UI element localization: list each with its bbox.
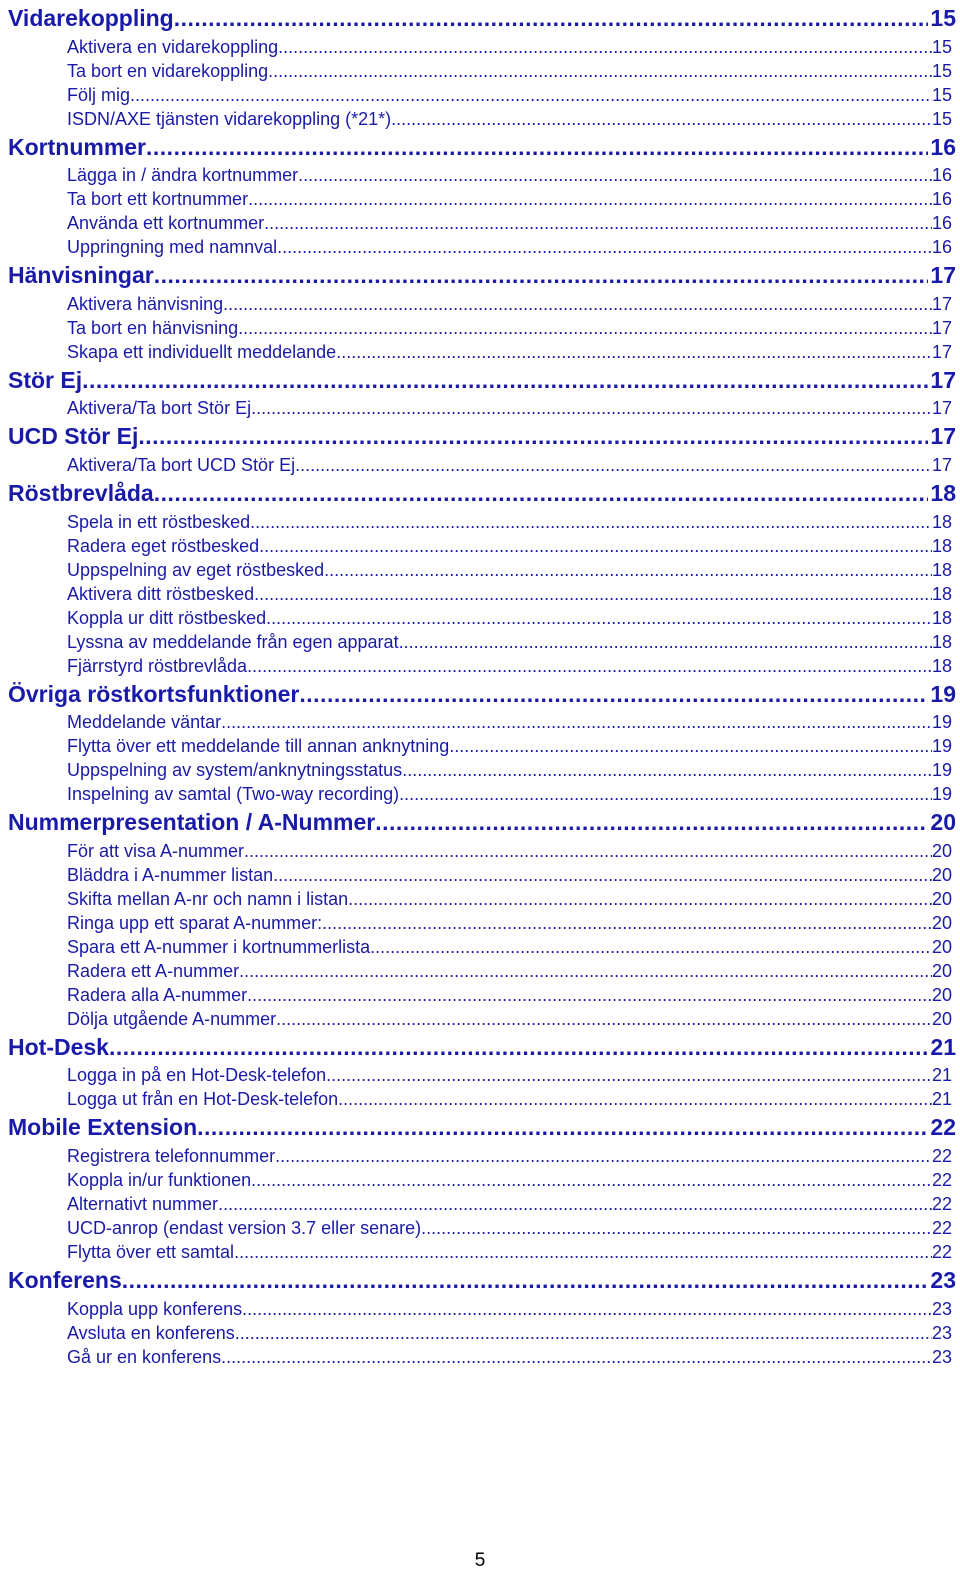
toc-entry-title: Flytta över ett samtal: [67, 1241, 235, 1262]
toc-entry-page: 16: [932, 189, 953, 210]
toc-entry-title: Aktivera hänvisning: [67, 293, 224, 314]
dot-leader: [276, 1007, 932, 1031]
toc-entry-title: Röstbrevlåda: [8, 479, 154, 506]
toc-entry-page: 15: [932, 36, 953, 57]
toc-heading-nummerpresentation-a-nummer[interactable]: [8, 806, 956, 839]
toc-entry-title: Ta bort ett kortnummer: [67, 189, 249, 210]
dot-leader: [218, 1192, 932, 1216]
toc-entry-page: 21: [930, 1033, 956, 1060]
toc-entry-page: 23: [932, 1298, 953, 1319]
toc-entry-page: 20: [932, 912, 953, 933]
toc-item-lagga-in-andra-kortnummer[interactable]: [8, 163, 956, 187]
toc-entry-page: 17: [930, 366, 956, 393]
toc-entry-title: Spela in ett röstbesked: [67, 511, 251, 532]
dot-leader: [197, 1111, 928, 1144]
toc-entry-page: 19: [932, 736, 953, 757]
toc-item-anvanda-ett-kortnummer[interactable]: [8, 211, 956, 235]
toc-entry-title: Ta bort en hänvisning: [67, 317, 239, 338]
toc-item-radera-ett-a-nummer[interactable]: [8, 959, 956, 983]
dot-leader: [247, 654, 932, 678]
toc-entry-title: Aktivera/Ta bort Stör Ej: [67, 398, 252, 419]
toc-item-flytta-over-ett-samtal[interactable]: [8, 1240, 956, 1264]
dot-leader: [273, 863, 932, 887]
toc-entry-title: Stör Ej: [8, 366, 83, 393]
toc-entry-title: Radera eget röstbesked: [67, 535, 260, 556]
toc-entry-title: Lyssna av meddelande från egen apparat: [67, 631, 399, 652]
toc-entry-page: 18: [932, 655, 953, 676]
toc-item-uppringning-med-namnval[interactable]: [8, 235, 956, 259]
dot-leader: [251, 396, 932, 420]
dot-leader: [399, 630, 932, 654]
toc-entry-title: Bläddra i A-nummer listan: [67, 864, 274, 885]
toc-entry-page: 23: [930, 1266, 956, 1293]
dot-leader: [109, 1031, 928, 1064]
dot-leader: [244, 839, 932, 863]
toc-item-aktivera-ta-bort-ucd-stor-ej[interactable]: [8, 453, 956, 477]
dot-leader: [248, 187, 932, 211]
toc-entry-title: Logga ut från en Hot-Desk-telefon: [67, 1089, 339, 1110]
dot-leader: [154, 259, 928, 292]
toc-heading-hot-desk[interactable]: [8, 1031, 956, 1064]
toc-entry-title: Nummerpresentation / A-Nummer: [8, 809, 376, 836]
toc-entry-page: 20: [932, 840, 953, 861]
toc-entry-page: 21: [932, 1065, 953, 1086]
dot-leader: [399, 782, 932, 806]
toc-entry-page: 18: [932, 631, 953, 652]
dot-leader: [174, 2, 928, 35]
toc-entry-title: UCD-anrop (endast version 3.7 eller senare): [67, 1217, 422, 1238]
toc-entry-page: 15: [932, 108, 953, 129]
toc-entry-title: Använda ett kortnummer: [67, 213, 265, 234]
toc-entry-page: 16: [932, 213, 953, 234]
toc-item-uppspelning-av-eget-rostbesked[interactable]: [8, 558, 956, 582]
toc-item-ta-bort-ett-kortnummer[interactable]: [8, 187, 956, 211]
toc-entry-title: Fjärrstyrd röstbrevlåda: [67, 655, 248, 676]
toc-entry-title: Koppla upp konferens: [67, 1298, 243, 1319]
toc-entry-page: 17: [930, 423, 956, 450]
toc-entry-title: Ta bort en vidarekoppling: [67, 60, 269, 81]
toc-entry-page: 15: [930, 5, 956, 31]
dot-leader: [338, 1087, 932, 1111]
toc-entry-title: Skifta mellan A-nr och namn i listan: [67, 888, 349, 909]
toc-item-lyssna-av-meddelande-fran-egen-apparat[interactable]: [8, 630, 956, 654]
toc-entry-title: Vidarekoppling: [8, 5, 174, 31]
toc-entry-title: Kortnummer: [8, 133, 147, 160]
toc-entry-page: 22: [930, 1114, 956, 1141]
dot-leader: [348, 887, 932, 911]
toc-item-logga-in-pa-en-hot-desk-telefon[interactable]: [8, 1063, 956, 1087]
toc-item-dolja-utgaende-a-nummer[interactable]: [8, 1007, 956, 1031]
dot-leader: [264, 211, 932, 235]
dot-leader: [324, 558, 932, 582]
toc-entry-page: 20: [932, 960, 953, 981]
dot-leader: [326, 1063, 932, 1087]
toc-entry-title: Dölja utgående A-nummer: [67, 1008, 277, 1029]
toc-entry-page: 16: [932, 165, 953, 186]
toc-item-ta-bort-en-vidarekoppling[interactable]: [8, 59, 956, 83]
dot-leader: [322, 911, 932, 935]
toc-entry-title: Koppla ur ditt röstbesked: [67, 607, 267, 628]
toc-entry-page: 22: [932, 1169, 953, 1190]
dot-leader: [247, 983, 932, 1007]
toc-entry-page: 18: [932, 535, 953, 556]
toc-entry-title: Flytta över ett meddelande till annan anknytning: [67, 736, 450, 757]
toc-item-fjarrstyrd-rostbrevlada[interactable]: [8, 654, 956, 678]
dot-leader: [146, 131, 928, 164]
toc-entry-title: Gå ur en konferens: [67, 1346, 222, 1367]
toc-heading-konferens[interactable]: [8, 1264, 956, 1297]
dot-leader: [266, 606, 932, 630]
dot-leader: [402, 758, 932, 782]
toc-entry-page: 20: [932, 936, 953, 957]
dot-leader: [122, 1264, 928, 1297]
dot-leader: [277, 235, 932, 259]
toc-entry-title: UCD Stör Ej: [8, 423, 139, 450]
toc-entry-page: 22: [932, 1193, 953, 1214]
dot-leader: [250, 510, 932, 534]
dot-leader: [275, 1144, 932, 1168]
toc-entry-page: 18: [932, 607, 953, 628]
toc-entry-title: Avsluta en konferens: [67, 1322, 235, 1343]
toc-entry-title: Registrera telefonnummer: [67, 1145, 276, 1166]
toc-item-ta-bort-en-hanvisning[interactable]: [8, 316, 956, 340]
toc-entry-page: 17: [932, 398, 953, 419]
dot-leader: [421, 1216, 932, 1240]
dot-leader: [370, 935, 932, 959]
dot-leader: [391, 107, 932, 131]
toc-entry-page: 17: [932, 454, 953, 475]
toc-item-bladdra-i-a-nummer-listan[interactable]: [8, 863, 956, 887]
toc-entry-page: 22: [932, 1217, 953, 1238]
toc-heading-ucd-stor-ej[interactable]: [8, 420, 956, 453]
toc-entry-title: ISDN/AXE tjänsten vidarekoppling (*21*): [67, 108, 392, 129]
toc-item-koppla-upp-konferens[interactable]: [8, 1297, 956, 1321]
toc-item-radera-alla-a-nummer[interactable]: [8, 983, 956, 1007]
toc-item-radera-eget-rostbesked[interactable]: [8, 534, 956, 558]
toc-entry-page: 22: [932, 1241, 953, 1262]
toc-entry-page: 18: [932, 511, 953, 532]
toc-item-avsluta-en-konferens[interactable]: [8, 1321, 956, 1345]
dot-leader: [235, 1321, 932, 1345]
toc-heading-rostbrevlada[interactable]: [8, 477, 956, 510]
toc-item-aktivera-ditt-rostbesked[interactable]: [8, 582, 956, 606]
dot-leader: [138, 420, 928, 453]
toc-item-koppla-in-ur-funktionen[interactable]: [8, 1168, 956, 1192]
toc-item-alternativt-nummer[interactable]: [8, 1192, 956, 1216]
toc-entry-page: 19: [930, 680, 956, 707]
toc-entry-page: 19: [932, 712, 953, 733]
dot-leader: [234, 1240, 932, 1264]
toc-entry-title: Aktivera/Ta bort UCD Stör Ej: [67, 454, 296, 475]
toc-item-spara-ett-a-nummer-i-kortnummerlista[interactable]: [8, 935, 956, 959]
toc-entry-title: Spara ett A-nummer i kortnummerlista: [67, 936, 371, 957]
dot-leader: [298, 163, 932, 187]
dot-leader: [251, 1168, 932, 1192]
toc-item-registrera-telefonnummer[interactable]: [8, 1144, 956, 1168]
toc-entry-title: För att visa A-nummer: [67, 840, 245, 861]
toc-item-ucd-anrop-endast-version-3-7-eller-senare[interactable]: [8, 1216, 956, 1240]
toc-entry-title: Inspelning av samtal (Two-way recording): [67, 784, 400, 805]
dot-leader: [238, 316, 932, 340]
toc-entry-title: Övriga röstkortsfunktioner: [8, 680, 300, 707]
toc-entry-title: Hot-Desk: [8, 1033, 109, 1060]
toc-entry-title: Lägga in / ändra kortnummer: [67, 165, 299, 186]
toc-heading-ovriga-rostkortsfunktioner[interactable]: [8, 678, 956, 711]
toc-entry-title: Hänvisningar: [8, 262, 154, 289]
toc-entry-page: 17: [932, 293, 953, 314]
toc-item-aktivera-ta-bort-stor-ej[interactable]: [8, 396, 956, 420]
toc-item-skifta-mellan-a-nr-och-namn-i-listan[interactable]: [8, 887, 956, 911]
toc-entry-title: Aktivera en vidarekoppling: [67, 36, 279, 57]
toc-entry-title: Ringa upp ett sparat A-nummer:: [67, 912, 323, 933]
toc-entry-page: 18: [932, 559, 953, 580]
toc-item-inspelning-av-samtal-two-way-recording[interactable]: [8, 782, 956, 806]
toc-item-folj-mig[interactable]: [8, 83, 956, 107]
dot-leader: [221, 710, 932, 734]
toc-item-ringa-upp-ett-sparat-a-nummer[interactable]: [8, 911, 956, 935]
toc-entry-page: 16: [932, 237, 953, 258]
toc-entry-title: Koppla in/ur funktionen: [67, 1169, 252, 1190]
toc-entry-page: 17: [932, 317, 953, 338]
toc-item-koppla-ur-ditt-rostbesked[interactable]: [8, 606, 956, 630]
toc-entry-page: 18: [930, 479, 956, 506]
toc-entry-title: Uppspelning av system/anknytningsstatus: [67, 760, 403, 781]
toc-entry-title: Aktivera ditt röstbesked: [67, 583, 255, 604]
toc-entry-page: 23: [932, 1346, 953, 1367]
toc-entry-page: 17: [932, 341, 953, 362]
toc-entry-page: 15: [932, 60, 953, 81]
toc-item-spela-in-ett-rostbesked[interactable]: [8, 510, 956, 534]
dot-leader: [130, 83, 932, 107]
toc-entry-page: 20: [932, 888, 953, 909]
toc-item-aktivera-en-vidarekoppling[interactable]: [8, 35, 956, 59]
toc-entry-title: Uppspelning av eget röstbesked: [67, 559, 325, 580]
dot-leader: [221, 1345, 932, 1369]
dot-leader: [278, 35, 932, 59]
toc-item-flytta-over-ett-meddelande-till-annan-anknytning[interactable]: [8, 734, 956, 758]
toc-entry-title: Uppringning med namnval: [67, 237, 278, 258]
dot-leader: [82, 364, 928, 397]
toc-entry-page: 20: [930, 809, 956, 836]
toc-item-for-att-visa-a-nummer[interactable]: [8, 839, 956, 863]
toc-entry-title: Meddelande väntar: [67, 712, 222, 733]
toc-entry-title: Följ mig: [67, 84, 131, 105]
toc-entry-page: 22: [932, 1145, 953, 1166]
toc-entry-title: Mobile Extension: [8, 1114, 198, 1141]
toc-item-logga-ut-fran-en-hot-desk-telefon[interactable]: [8, 1087, 956, 1111]
dot-leader: [268, 59, 932, 83]
toc-entry-page: 19: [932, 760, 953, 781]
toc-item-aktivera-hanvisning[interactable]: [8, 292, 956, 316]
toc-item-meddelande-vantar[interactable]: [8, 710, 956, 734]
toc-item-ga-ur-en-konferens[interactable]: [8, 1345, 956, 1369]
dot-leader: [259, 534, 932, 558]
dot-leader: [449, 734, 932, 758]
dot-leader: [299, 678, 928, 711]
toc-entry-page: 16: [930, 133, 956, 160]
dot-leader: [239, 959, 932, 983]
toc-heading-stor-ej[interactable]: [8, 364, 956, 397]
dot-leader: [295, 453, 932, 477]
dot-leader: [223, 292, 932, 316]
toc-entry-title: Alternativt nummer: [67, 1193, 219, 1214]
toc-entry-page: 21: [932, 1089, 953, 1110]
toc-heading-kortnummer[interactable]: [8, 131, 956, 164]
toc-entry-page: 19: [932, 784, 953, 805]
toc-entry-page: 20: [932, 1008, 953, 1029]
toc-entry-title: Skapa ett individuellt meddelande: [67, 341, 337, 362]
toc-entry-page: 15: [932, 84, 953, 105]
toc-entry-page: 20: [932, 864, 953, 885]
dot-leader: [336, 340, 932, 364]
toc-entry-title: Logga in på en Hot-Desk-telefon: [67, 1065, 327, 1086]
toc-item-uppspelning-av-system-anknytningsstatus[interactable]: [8, 758, 956, 782]
toc-heading-hanvisningar[interactable]: [8, 259, 956, 292]
toc-item-isdn-axe-tjansten-vidarekoppling-21[interactable]: [8, 107, 956, 131]
toc-entry-title: Radera alla A-nummer: [67, 984, 248, 1005]
toc-entry-page: 18: [932, 583, 953, 604]
toc-entry-page: 17: [930, 262, 956, 289]
toc-entry-title: Konferens: [8, 1266, 122, 1293]
table-of-contents: [8, 2, 956, 1369]
dot-leader: [375, 806, 928, 839]
toc-heading-vidarekoppling[interactable]: [8, 2, 956, 35]
dot-leader: [242, 1297, 932, 1321]
toc-item-skapa-ett-individuellt-meddelande[interactable]: [8, 340, 956, 364]
page-number: 5: [474, 1550, 486, 1571]
toc-entry-title: Radera ett A-nummer: [67, 960, 240, 981]
dot-leader: [254, 582, 932, 606]
dot-leader: [154, 477, 928, 510]
toc-entry-page: 20: [932, 984, 953, 1005]
toc-heading-mobile-extension[interactable]: [8, 1111, 956, 1144]
toc-entry-page: 23: [932, 1322, 953, 1343]
